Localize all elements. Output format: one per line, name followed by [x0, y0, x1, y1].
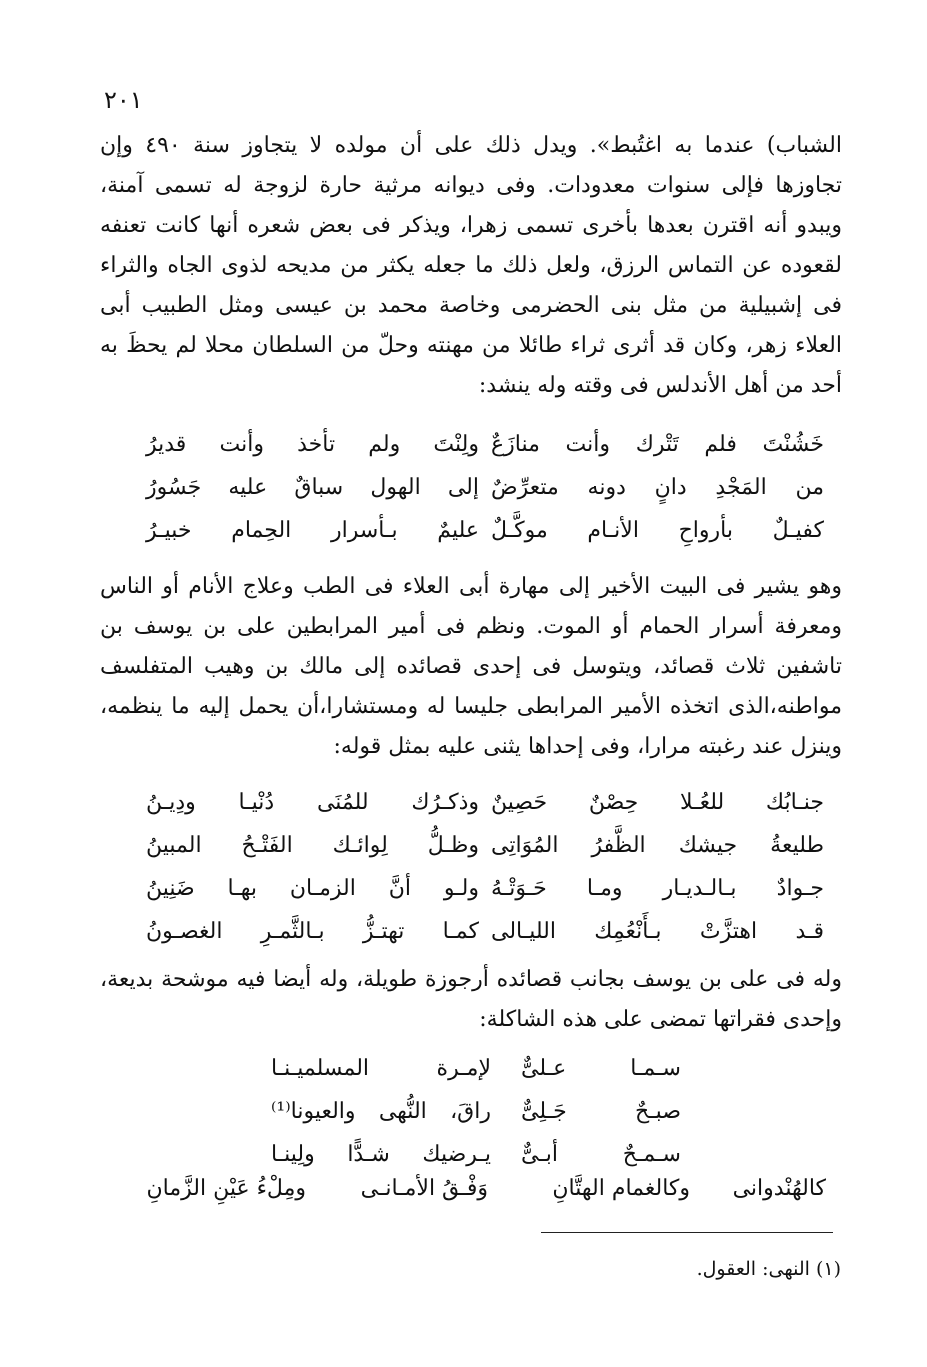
muwashshah-part-a: سـمـا عـلىٌّ: [521, 1056, 681, 1081]
verse-line: [140, 466, 830, 509]
verse-line: [140, 781, 830, 824]
verse-second-hemistich: إلى الهول سباقٌ عليه جَسُورُ: [146, 475, 479, 500]
muwashshah-part-a: صبـحٌ جَـلِىٌّ: [521, 1099, 681, 1124]
muwashshah-part-b: راقَ، النُّهى والعيونا⁽¹⁾: [271, 1099, 491, 1124]
verse-second-hemistich: وذكـرُك للمُنَى دُنْيـا ودِيـنُ: [146, 790, 479, 815]
muwashshah-part-b: لإمـرة المسلميـنـا: [271, 1056, 491, 1081]
muwashshah-closing-part: وكالغمام الهتَّانِ: [552, 1176, 690, 1201]
verse-second-hemistich: وظـلُّ لِوائـك الفَتْـحُ المبينُ: [146, 833, 479, 858]
paragraph-1: الشباب) عندما به اغتُبط». ويدل ذلك على أن مولده لا يتجاوز سنة ٤٩٠ وإن تجاوزها فإلى سنوات معدودات. وفى ديوانه مرثية حارة لزوجة له تسمى آمنة، ويبدو أنه اقترن بعدها بأخرى تسمى زهرا، ويذكر فى بعض شعره أنها كانت تعنفه لقعوده عن التماس الرزق، ولعل ذلك ما جعله يكثر من مديحه لذوى الجاه والثراء فى إشبيلية من مثل بنى الحضرمى وخاصة محمد بن عيسى ومثل الطبيب أبى العلاء زهر، وكان قد أثرى ثراء طائلا من مهنته وحلّ من السلطان محلا لم يحظَ به أحد من أهل الأندلس فى وقته وله ينشد:: [100, 133, 842, 398]
muwashshah-part-a: سـمـحٌ أبـىٌّ: [521, 1142, 681, 1167]
verse-line: [140, 509, 830, 552]
muwashshah-part-b: يـرضيك شـدًّا ولِينـا: [271, 1142, 491, 1167]
poem-1: [140, 423, 830, 552]
verse-line: [140, 824, 830, 867]
verse-second-hemistich: ولـو أنَّ الزمـان بهـا ضَنِينُ: [146, 876, 479, 901]
muwashshah-line: [271, 1090, 681, 1133]
paragraph-3: وله فى على بن يوسف بجانب قصائده أرجوزة طويلة، وله أيضا فيه موشحة بديعة، وإحدى فقراتها تمضى على هذه الشاكلة:: [100, 967, 842, 1032]
verse-first-hemistich: من المَجْدِ دانٍ دونه متعرِّضٌ: [491, 475, 824, 500]
verse-second-hemistich: ولِنْتَ ولم تأخذ وأنت قديرُ: [146, 432, 479, 457]
verse-first-hemistich: خَشُنْتَ فلم تَتْرك وأنت منازَعٌ: [491, 432, 824, 457]
muwashshah-closing-line: [96, 1168, 826, 1211]
verse-first-hemistich: كفيـلٌ بأرواحِ الأنـام موكَّـلٌ: [491, 518, 824, 543]
verse-first-hemistich: جنـابُك للعُـلا حِصْنٌ حَصِينٌ: [491, 790, 824, 815]
page-number: ٢٠١: [104, 86, 143, 114]
muwashshah-closing-part: وَفْـقُ الأمـانـى: [360, 1176, 488, 1201]
footnote: (١) النهى: العقول.: [696, 1258, 841, 1280]
verse-line: [140, 423, 830, 466]
footnote-divider: [541, 1232, 833, 1233]
verse-second-hemistich: كمـا تهتـزُّ بـالثَّمـرِ الغصـونُ: [146, 919, 479, 944]
verse-line: [140, 910, 830, 953]
verse-first-hemistich: طليعةُ جيشك الظَّفرُ المُوَاتِى: [491, 833, 824, 858]
poem-2: [140, 781, 830, 953]
muwashshah: [271, 1047, 681, 1176]
muwashshah-closing-part: كالهُنْدوانى: [732, 1176, 826, 1201]
verse-first-hemistich: قـد اهتزَّتْ بـأَنْعُمِك الليـالى: [491, 919, 824, 944]
muwashshah-line: [271, 1047, 681, 1090]
verse-first-hemistich: جـوادٌ بـالـديـار ومـا حَـوَتْـهُ: [491, 876, 824, 901]
muwashshah-closing-part: ومِلْءُ عَيْنِ الزَّمانِ: [146, 1176, 306, 1201]
verse-second-hemistich: عليمٌ بـأسرار الحِمام خبيـرُ: [146, 518, 479, 543]
verse-line: [140, 867, 830, 910]
paragraph-2: وهو يشير فى البيت الأخير إلى مهارة أبى العلاء فى الطب وعلاج الأنام أو الناس ومعرفة أسرار الحمام أو الموت. ونظم فى أمير المرابطين على بن يوسف بن تاشفين ثلاث قصائد، ويتوسل فى إحدى قصائده إلى مالك بن وهيب المتفلسف مواطنه،الذى اتخذه الأمير المرابطى جليسا له ومستشارا،أن يحمل إليه ما ينظمه، وينزل عند رغبته مرارا، وفى إحداها يثنى عليه بمثل قوله:: [100, 574, 842, 759]
